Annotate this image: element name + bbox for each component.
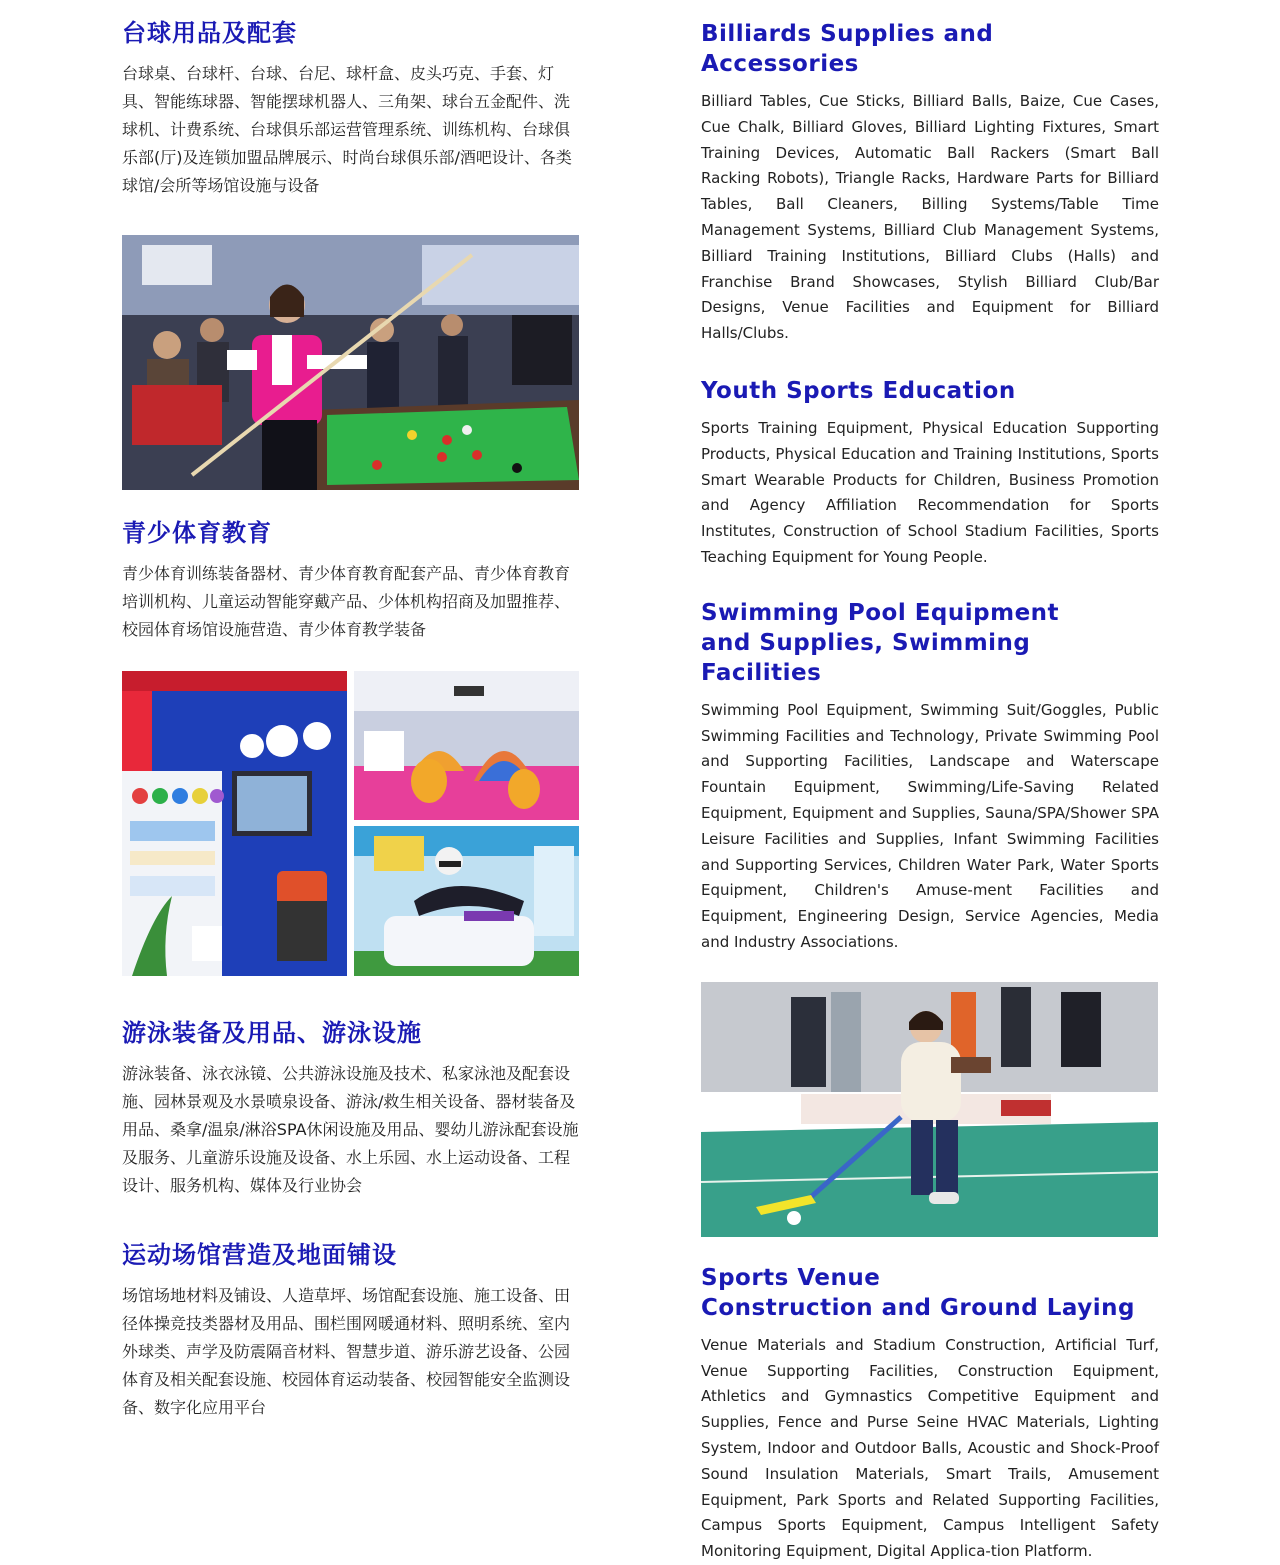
floorball-photo xyxy=(701,982,1158,1237)
en-venue-title xyxy=(701,1263,1159,1323)
en-billiards-body: Billiard Tables, Cue Sticks, Billiard Balls, Baize, Cue Cases, Cue Chalk, Billiard Gloves, Billiard Lighting Fixtures, Smart Training Devices, Automatic Ball Rackers (Smart Ball Racking Robots), Triangle Racks, Hardware Parts for Billiard Tables, Ball Cleaners, Billing Systems/Table Time Management Systems, Billiard Club Management Systems, Billiard Training Institutions, Billiard Clubs (Halls) and Franchise Brand Showcases, Stylish Billiard Club/Bar Designs, Venue Facilities and Equipment for Billiard Halls/Clubs. xyxy=(701,92,1159,343)
en-swimming-title-line2: and Supplies, Swimming Facilities xyxy=(701,629,1031,686)
zh-billiards-title: 台球用品及配套 xyxy=(122,19,297,47)
english-column xyxy=(701,14,1159,1565)
exhibition-hall-photo xyxy=(354,671,579,820)
billiards-photo xyxy=(122,235,579,490)
chinese-column xyxy=(122,14,582,1422)
en-venue-body: Venue Materials and Stadium Construction, Artificial Turf, Venue Supporting Facilities, Construction Equipment, Athletics and Gymnastics Competitive Equipment and Supplies, Fence and Purse Seine HVAC Materials, Lighting System, Indoor and Outdoor Balls, Acoustic and Shock-Proof Sound Insulation Materials, Smart Trails, Amusement Equipment, Park Sports and Related Supporting Facilities, Campus Sports Equipment, Campus Intelligent Safety Monitoring Equipment, Digital Applica-tion Platform. xyxy=(701,1335,1159,1561)
en-venue-title-line2: Construction and Ground Laying xyxy=(701,1294,1135,1321)
youth-swimming-photo-collage xyxy=(122,671,579,976)
zh-venue-body: 场馆场地材料及铺设、人造草坪、场馆配套设施、施工设备、田径体操竞技类器材及用品、围栏围网暖通材料、照明系统、室内外球类、声学及防震隔音材料、智慧步道、游乐游艺设备、公园体育及相关配套设施、校园体育运动装备、校园智能安全监测设备、数字化应用平台 xyxy=(122,1286,571,1417)
en-venue-title-line1: Sports Venue xyxy=(701,1264,881,1291)
en-billiards-title: Billiards Supplies and Accessories xyxy=(701,21,994,77)
en-youth-title: Youth Sports Education xyxy=(701,377,1016,404)
en-youth-body: Sports Training Equipment, Physical Education Supporting Products, Physical Education and Training Institutions, Sports Smart Wearable Products for Children, Business Promotion and Agency Affiliation Recommendation for Sports Institutes, Construction of School Stadium Facilities, Sports Teaching Equipment for Young People. xyxy=(701,418,1159,566)
zh-venue-title: 运动场馆营造及地面铺设 xyxy=(122,1241,397,1269)
en-swimming-title-line1: Swimming Pool Equipment xyxy=(701,599,1060,626)
zh-youth-title: 青少体育教育 xyxy=(122,519,272,547)
zh-swimming-body: 游泳装备、泳衣泳镜、公共游泳设施及技术、私家泳池及配套设施、园林景观及水景喷泉设备、游泳/救生相关设备、器材装备及用品、桑拿/温泉/淋浴SPA休闲设施及用品、婴幼儿游泳配套设施及服务、儿童游乐设施及设备、水上乐园、水上运动设备、工程设计、服务机构、媒体及行业协会 xyxy=(122,1064,579,1195)
education-booth-photo xyxy=(122,671,347,976)
zh-billiards-body: 台球桌、台球杆、台球、台尼、球杆盒、皮头巧克、手套、灯具、智能练球器、智能摆球机器人、三角架、球台五金配件、洗球机、计费系统、台球俱乐部运营管理系统、训练机构、台球俱乐部(厅)及连锁加盟品牌展示、时尚台球俱乐部/酒吧设计、各类球馆/会所等场馆设施与设备 xyxy=(122,64,572,195)
zh-youth-body: 青少体育训练装备器材、青少体育教育配套产品、青少体育教育培训机构、儿童运动智能穿戴产品、少体机构招商及加盟推荐、校园体育场馆设施营造、青少体育教学装备 xyxy=(122,564,571,639)
en-swimming-title xyxy=(701,598,1159,688)
en-swimming-body: Swimming Pool Equipment, Swimming Suit/Goggles, Public Swimming Facilities and Technology, Private Swimming Pool and Supporting Facilities, Landscape and Waterscape Fountain Equipment, Swimming/Life-Saving Related Equipment, Equipment and Supplies, Sauna/SPA/Shower SPA Leisure Facilities and Supplies, Infant Swimming Facilities and Supporting Services, Children Water Park, Water Sports Equipment, Children's Amuse-ment Facilities and Equipment, Engineering Design, Service Agencies, Media and Industry Associations. xyxy=(701,700,1159,951)
swimming-booth-photo xyxy=(354,826,579,976)
zh-swimming-title: 游泳装备及用品、游泳设施 xyxy=(122,1019,422,1047)
